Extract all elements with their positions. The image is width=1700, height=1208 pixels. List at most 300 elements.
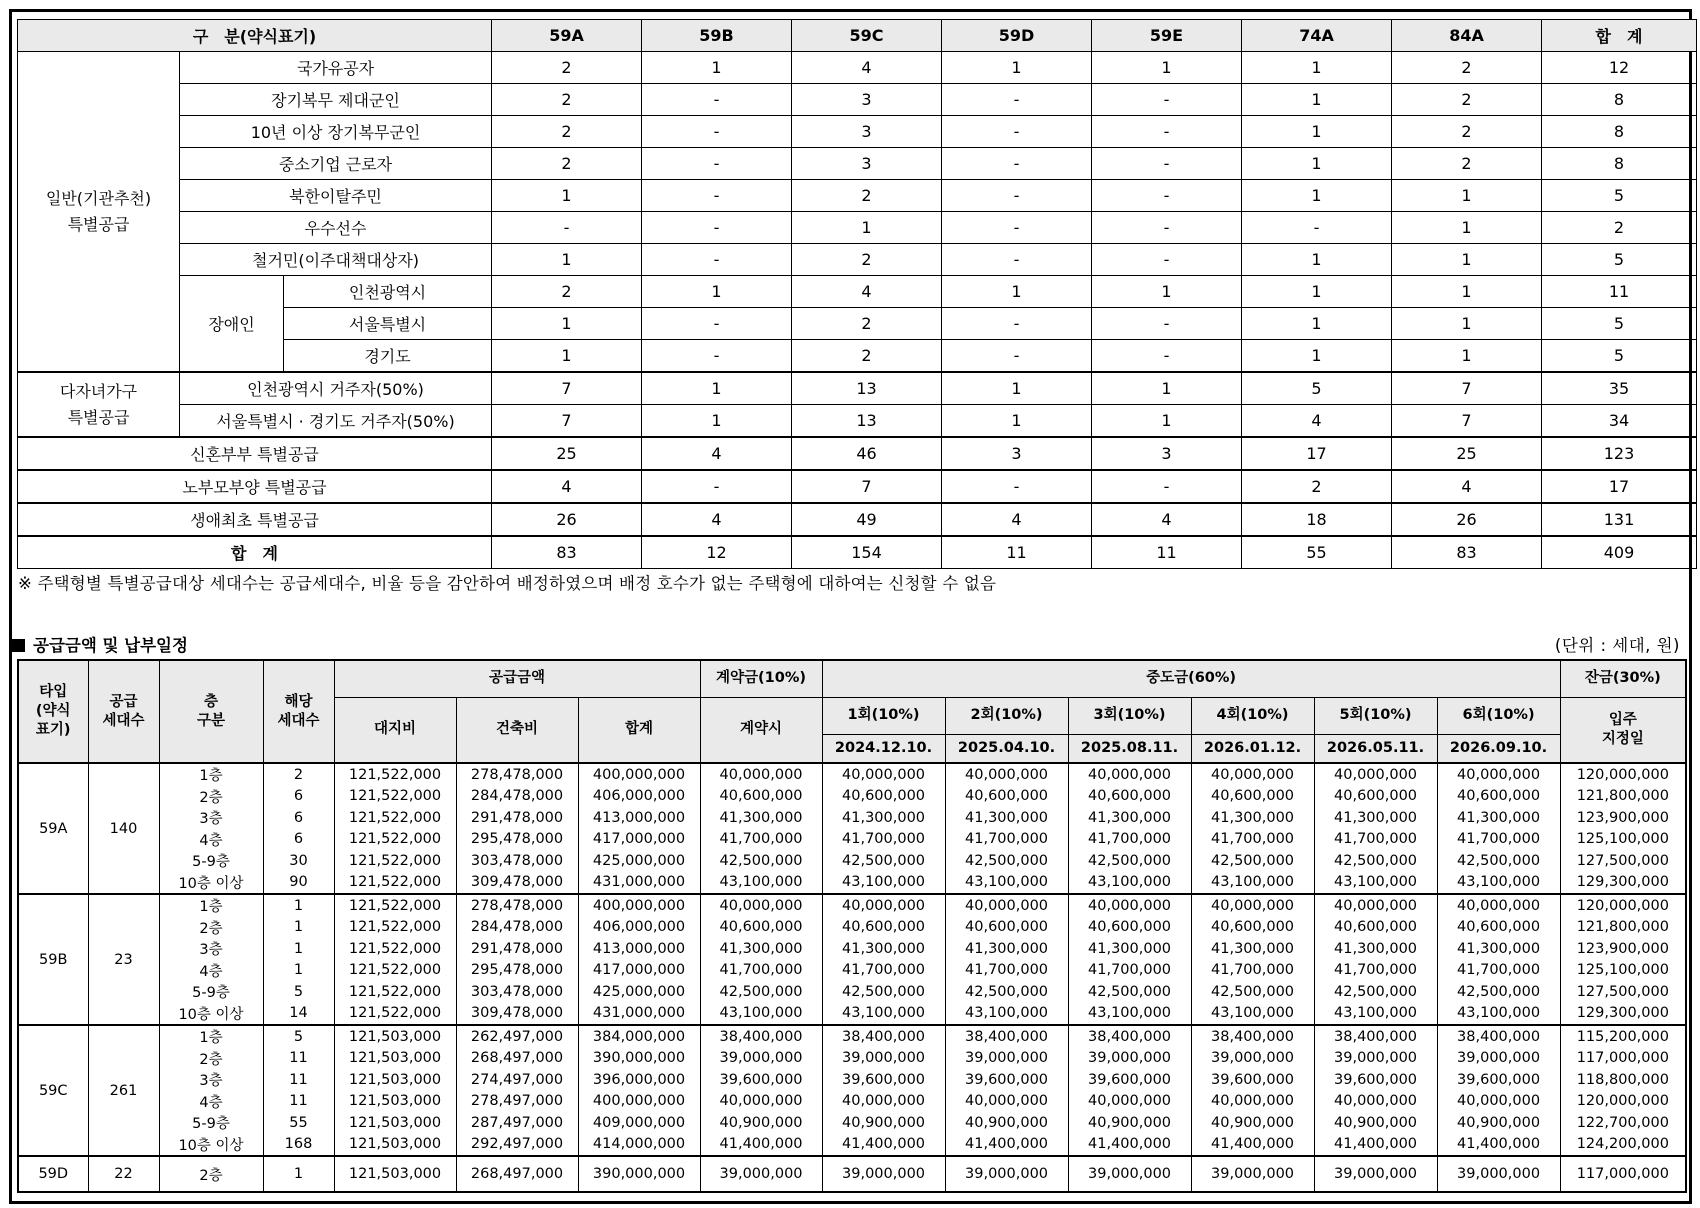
count-cell: 1 — [1392, 180, 1542, 212]
interim-cell: 41,400,000 — [822, 1134, 945, 1157]
count-cell: 2 — [492, 148, 642, 180]
floor-cell: 10층 이상 — [159, 1134, 263, 1157]
count-cell: - — [642, 148, 792, 180]
total-price-cell: 400,000,000 — [578, 1091, 700, 1113]
header-installment: 2회(10%) — [945, 697, 1068, 734]
interim-cell: 40,600,000 — [945, 786, 1068, 808]
count-cell: - — [942, 180, 1092, 212]
interim-cell: 41,700,000 — [822, 960, 945, 982]
price-row — [18, 1025, 1686, 1048]
land-price-cell: 121,503,000 — [334, 1091, 456, 1113]
land-price-cell: 121,522,000 — [334, 960, 456, 982]
floor-cell: 3층 — [159, 807, 263, 829]
count-cell: 1 — [642, 276, 792, 308]
interim-cell: 38,400,000 — [945, 1025, 1068, 1048]
interim-cell: 41,700,000 — [945, 960, 1068, 982]
count-cell: 1 — [1092, 52, 1242, 84]
deposit-cell: 41,300,000 — [700, 807, 822, 829]
price-row — [18, 850, 1686, 872]
count-cell: - — [1092, 116, 1242, 148]
interim-cell: 40,900,000 — [1191, 1112, 1314, 1134]
interim-cell: 39,000,000 — [1437, 1156, 1560, 1192]
count-cell: 46 — [792, 437, 942, 470]
count-cell: 4 — [942, 503, 1092, 536]
interim-cell: 40,900,000 — [1314, 1112, 1437, 1134]
count-cell: 1 — [1392, 276, 1542, 308]
floor-cell: 3층 — [159, 1069, 263, 1091]
interim-cell: 42,500,000 — [945, 850, 1068, 872]
balance-cell: 122,700,000 — [1560, 1112, 1686, 1134]
floor-cell: 5-9층 — [159, 981, 263, 1003]
price-header-row-1 — [18, 660, 1686, 697]
special-supply-row — [18, 212, 1697, 244]
building-price-cell: 274,497,000 — [456, 1069, 578, 1091]
total-price-cell: 425,000,000 — [578, 981, 700, 1003]
interim-cell: 40,000,000 — [822, 894, 945, 917]
units-cell: 1 — [263, 938, 334, 960]
interim-cell: 43,100,000 — [1437, 1003, 1560, 1026]
count-cell: - — [1092, 180, 1242, 212]
land-price-cell: 121,522,000 — [334, 872, 456, 895]
row-label: 중소기업 근로자 — [180, 148, 492, 180]
interim-cell: 43,100,000 — [1314, 1003, 1437, 1026]
units-cell: 11 — [263, 1091, 334, 1113]
count-cell: 7 — [1392, 372, 1542, 405]
balance-cell: 118,800,000 — [1560, 1069, 1686, 1091]
count-cell: 4 — [792, 52, 942, 84]
interim-cell: 41,400,000 — [1191, 1134, 1314, 1157]
interim-cell: 40,900,000 — [945, 1112, 1068, 1134]
price-row — [18, 1003, 1686, 1026]
total-price-cell: 417,000,000 — [578, 829, 700, 851]
interim-cell: 41,300,000 — [1191, 807, 1314, 829]
units-cell: 168 — [263, 1134, 334, 1157]
row-label: 10년 이상 장기복무군인 — [180, 116, 492, 148]
interim-cell: 40,000,000 — [1191, 894, 1314, 917]
count-cell: 154 — [792, 536, 942, 569]
floor-cell: 1층 — [159, 1025, 263, 1048]
group-label-multichild: 다자녀가구 특별공급 — [18, 372, 180, 437]
header-installment: 1회(10%) — [822, 697, 945, 734]
header-installment: 6회(10%) — [1437, 697, 1560, 734]
total-price-cell: 406,000,000 — [578, 917, 700, 939]
units-cell: 14 — [263, 1003, 334, 1026]
header-installment-date: 2026.01.12. — [1191, 734, 1314, 763]
land-price-cell: 121,522,000 — [334, 917, 456, 939]
interim-cell: 40,000,000 — [1068, 1091, 1191, 1113]
count-cell: 12 — [1542, 52, 1697, 84]
price-row — [18, 960, 1686, 982]
building-price-cell: 309,478,000 — [456, 1003, 578, 1026]
land-price-cell: 121,503,000 — [334, 1048, 456, 1070]
count-cell: 4 — [1392, 470, 1542, 503]
count-cell: 1 — [1392, 340, 1542, 373]
land-price-cell: 121,503,000 — [334, 1025, 456, 1048]
balance-cell: 125,100,000 — [1560, 829, 1686, 851]
interim-cell: 40,000,000 — [1437, 1091, 1560, 1113]
interim-cell: 41,300,000 — [822, 807, 945, 829]
count-cell: 1 — [1092, 405, 1242, 438]
header-category: 구 분(약식표기) — [18, 20, 492, 52]
count-cell: 3 — [792, 148, 942, 180]
header-supply-units: 공급 세대수 — [88, 660, 159, 763]
interim-cell: 40,000,000 — [945, 763, 1068, 786]
price-row — [18, 1156, 1686, 1192]
special-supply-row — [18, 372, 1697, 405]
count-cell: 1 — [1242, 52, 1392, 84]
price-row — [18, 763, 1686, 786]
interim-cell: 40,600,000 — [822, 786, 945, 808]
special-supply-row — [18, 503, 1697, 536]
count-cell: 7 — [792, 470, 942, 503]
units-cell: 6 — [263, 807, 334, 829]
count-cell: - — [642, 308, 792, 340]
interim-cell: 40,600,000 — [1191, 917, 1314, 939]
count-cell: 26 — [492, 503, 642, 536]
interim-cell: 41,300,000 — [822, 938, 945, 960]
deposit-cell: 42,500,000 — [700, 981, 822, 1003]
units-cell: 5 — [263, 1025, 334, 1048]
count-cell: 1 — [1392, 212, 1542, 244]
header-type: 59E — [1092, 20, 1242, 52]
units-cell: 1 — [263, 1156, 334, 1192]
count-cell: 7 — [1392, 405, 1542, 438]
interim-cell: 41,700,000 — [1314, 960, 1437, 982]
deposit-cell: 40,000,000 — [700, 763, 822, 786]
row-label: 우수선수 — [180, 212, 492, 244]
building-price-cell: 309,478,000 — [456, 872, 578, 895]
interim-cell: 42,500,000 — [945, 981, 1068, 1003]
building-price-cell: 268,497,000 — [456, 1048, 578, 1070]
header-installment-date: 2026.09.10. — [1437, 734, 1560, 763]
count-cell: 1 — [1242, 148, 1392, 180]
count-cell: 2 — [792, 340, 942, 373]
building-price-cell: 287,497,000 — [456, 1112, 578, 1134]
interim-cell: 40,600,000 — [1314, 917, 1437, 939]
land-price-cell: 121,522,000 — [334, 1003, 456, 1026]
units-cell: 6 — [263, 786, 334, 808]
deposit-cell: 38,400,000 — [700, 1025, 822, 1048]
deposit-cell: 39,000,000 — [700, 1048, 822, 1070]
type-cell: 59A — [18, 763, 88, 894]
count-cell: 2 — [492, 116, 642, 148]
floor-cell: 10층 이상 — [159, 1003, 263, 1026]
count-cell: 11 — [1092, 536, 1242, 569]
building-price-cell: 278,478,000 — [456, 894, 578, 917]
row-label: 인천광역시 거주자(50%) — [180, 372, 492, 405]
deposit-cell: 42,500,000 — [700, 850, 822, 872]
interim-cell: 38,400,000 — [1191, 1025, 1314, 1048]
count-cell: 1 — [1392, 308, 1542, 340]
count-cell: 2 — [1392, 116, 1542, 148]
count-cell: 1 — [1242, 276, 1392, 308]
interim-cell: 38,400,000 — [822, 1025, 945, 1048]
interim-cell: 41,400,000 — [1068, 1134, 1191, 1157]
count-cell: 1 — [1242, 244, 1392, 276]
count-cell: 4 — [642, 437, 792, 470]
interim-cell: 39,600,000 — [1068, 1069, 1191, 1091]
building-price-cell: 295,478,000 — [456, 829, 578, 851]
row-label: 서울특별시 · 경기도 거주자(50%) — [180, 405, 492, 438]
special-supply-row — [18, 244, 1697, 276]
price-row — [18, 872, 1686, 895]
interim-cell: 41,700,000 — [822, 829, 945, 851]
count-cell: 1 — [942, 372, 1092, 405]
price-row — [18, 1112, 1686, 1134]
total-price-cell: 431,000,000 — [578, 1003, 700, 1026]
count-cell: - — [1092, 470, 1242, 503]
special-supply-header-row — [18, 20, 1697, 52]
count-cell: - — [942, 470, 1092, 503]
special-supply-row — [18, 116, 1697, 148]
total-price-cell: 396,000,000 — [578, 1069, 700, 1091]
count-cell: 2 — [1392, 52, 1542, 84]
total-price-cell: 400,000,000 — [578, 894, 700, 917]
building-price-cell: 268,497,000 — [456, 1156, 578, 1192]
count-cell: 55 — [1242, 536, 1392, 569]
special-supply-row — [18, 148, 1697, 180]
interim-cell: 39,600,000 — [822, 1069, 945, 1091]
floor-cell: 4층 — [159, 829, 263, 851]
count-cell: 5 — [1542, 244, 1697, 276]
deposit-cell: 43,100,000 — [700, 872, 822, 895]
count-cell: 1 — [642, 405, 792, 438]
price-row — [18, 1069, 1686, 1091]
interim-cell: 41,300,000 — [945, 807, 1068, 829]
count-cell: 131 — [1542, 503, 1697, 536]
total-price-cell: 413,000,000 — [578, 807, 700, 829]
header-installment: 5회(10%) — [1314, 697, 1437, 734]
header-total: 합계 — [578, 697, 700, 763]
units-cell: 90 — [263, 872, 334, 895]
count-cell: 18 — [1242, 503, 1392, 536]
interim-cell: 42,500,000 — [822, 850, 945, 872]
units-cell: 1 — [263, 960, 334, 982]
count-cell: 1 — [1242, 340, 1392, 373]
count-cell: 83 — [1392, 536, 1542, 569]
interim-cell: 40,900,000 — [1437, 1112, 1560, 1134]
interim-cell: 40,600,000 — [1068, 786, 1191, 808]
count-cell: - — [642, 470, 792, 503]
count-cell: 5 — [1242, 372, 1392, 405]
count-cell: - — [942, 84, 1092, 116]
building-price-cell: 303,478,000 — [456, 850, 578, 872]
count-cell: - — [942, 148, 1092, 180]
header-type: 59D — [942, 20, 1092, 52]
interim-cell: 40,900,000 — [822, 1112, 945, 1134]
count-cell: 1 — [1242, 180, 1392, 212]
interim-cell: 40,000,000 — [822, 1091, 945, 1113]
count-cell: 1 — [642, 372, 792, 405]
interim-cell: 41,300,000 — [1314, 938, 1437, 960]
price-row — [18, 917, 1686, 939]
allocation-note: ※ 주택형별 특별공급대상 세대수는 공급세대수, 비율 등을 감안하여 배정하였으며 배정 호수가 없는 주택형에 대하여는 신청할 수 없음 — [18, 574, 997, 593]
land-price-cell: 121,503,000 — [334, 1134, 456, 1157]
interim-cell: 41,700,000 — [1437, 960, 1560, 982]
deposit-cell: 39,600,000 — [700, 1069, 822, 1091]
total-price-cell: 384,000,000 — [578, 1025, 700, 1048]
price-schedule-table — [17, 659, 1687, 1193]
interim-cell: 40,000,000 — [1191, 763, 1314, 786]
type-cell: 59D — [18, 1156, 88, 1192]
units-cell: 11 — [263, 1048, 334, 1070]
deposit-cell: 41,700,000 — [700, 960, 822, 982]
units-cell: 2 — [263, 763, 334, 786]
header-type: 84A — [1392, 20, 1542, 52]
count-cell: - — [1092, 212, 1242, 244]
total-price-cell: 425,000,000 — [578, 850, 700, 872]
deposit-cell: 39,000,000 — [700, 1156, 822, 1192]
balance-cell: 117,000,000 — [1560, 1048, 1686, 1070]
special-supply-row — [18, 536, 1697, 569]
row-label: 장기복무 제대군인 — [180, 84, 492, 116]
type-cell: 59C — [18, 1025, 88, 1156]
price-row — [18, 981, 1686, 1003]
interim-cell: 41,300,000 — [1437, 807, 1560, 829]
group-label-general: 일반(기관추천) 특별공급 — [18, 52, 180, 373]
count-cell: 2 — [492, 52, 642, 84]
count-cell: - — [492, 212, 642, 244]
land-price-cell: 121,522,000 — [334, 938, 456, 960]
interim-cell: 39,600,000 — [1314, 1069, 1437, 1091]
header-total: 합 계 — [1542, 20, 1697, 52]
row-label: 신혼부부 특별공급 — [18, 437, 492, 470]
price-row — [18, 807, 1686, 829]
count-cell: 2 — [492, 276, 642, 308]
units-cell: 30 — [263, 850, 334, 872]
special-supply-table — [17, 19, 1697, 569]
count-cell: - — [1092, 308, 1242, 340]
interim-cell: 40,600,000 — [1437, 917, 1560, 939]
header-at-contract: 계약시 — [700, 697, 822, 763]
row-label: 국가유공자 — [180, 52, 492, 84]
count-cell: - — [1242, 212, 1392, 244]
count-cell: - — [642, 180, 792, 212]
count-cell: 1 — [492, 308, 642, 340]
land-price-cell: 121,503,000 — [334, 1156, 456, 1192]
balance-cell: 121,800,000 — [1560, 786, 1686, 808]
special-supply-row — [18, 470, 1697, 503]
interim-cell: 43,100,000 — [1068, 872, 1191, 895]
interim-cell: 43,100,000 — [1068, 1003, 1191, 1026]
count-cell: 1 — [1242, 84, 1392, 116]
building-price-cell: 303,478,000 — [456, 981, 578, 1003]
row-label: 서울특별시 — [284, 308, 492, 340]
interim-cell: 42,500,000 — [1068, 850, 1191, 872]
land-price-cell: 121,522,000 — [334, 850, 456, 872]
count-cell: - — [1092, 84, 1242, 116]
floor-cell: 5-9층 — [159, 1112, 263, 1134]
special-supply-row — [18, 276, 1697, 308]
floor-cell: 1층 — [159, 894, 263, 917]
interim-cell: 39,000,000 — [1068, 1156, 1191, 1192]
land-price-cell: 121,522,000 — [334, 829, 456, 851]
count-cell: - — [942, 116, 1092, 148]
floor-cell: 5-9층 — [159, 850, 263, 872]
total-price-cell: 390,000,000 — [578, 1156, 700, 1192]
header-balance: 잔금(30%) — [1560, 660, 1686, 697]
interim-cell: 40,000,000 — [1191, 1091, 1314, 1113]
interim-cell: 43,100,000 — [822, 872, 945, 895]
deposit-cell: 41,700,000 — [700, 829, 822, 851]
building-price-cell: 278,497,000 — [456, 1091, 578, 1113]
header-type: 타입 (약식 표기) — [18, 660, 88, 763]
land-price-cell: 121,522,000 — [334, 807, 456, 829]
units-cell: 5 — [263, 981, 334, 1003]
interim-cell: 40,600,000 — [945, 917, 1068, 939]
type-cell: 59B — [18, 894, 88, 1025]
count-cell: 8 — [1542, 116, 1697, 148]
price-row — [18, 1134, 1686, 1157]
count-cell: - — [1092, 244, 1242, 276]
count-cell: 1 — [792, 212, 942, 244]
supply-units-cell: 23 — [88, 894, 159, 1025]
interim-cell: 42,500,000 — [1437, 850, 1560, 872]
interim-cell: 43,100,000 — [945, 872, 1068, 895]
land-price-cell: 121,522,000 — [334, 786, 456, 808]
building-price-cell: 284,478,000 — [456, 917, 578, 939]
count-cell: 1 — [942, 276, 1092, 308]
supply-units-cell: 22 — [88, 1156, 159, 1192]
count-cell: 123 — [1542, 437, 1697, 470]
balance-cell: 120,000,000 — [1560, 763, 1686, 786]
interim-cell: 42,500,000 — [1191, 850, 1314, 872]
supply-units-cell: 261 — [88, 1025, 159, 1156]
count-cell: 4 — [492, 470, 642, 503]
header-type: 74A — [1242, 20, 1392, 52]
row-label: 철거민(이주대책대상자) — [180, 244, 492, 276]
row-label: 북한이탈주민 — [180, 180, 492, 212]
interim-cell: 38,400,000 — [1314, 1025, 1437, 1048]
interim-cell: 41,300,000 — [1068, 938, 1191, 960]
interim-cell: 39,000,000 — [1314, 1048, 1437, 1070]
deposit-cell: 43,100,000 — [700, 1003, 822, 1026]
interim-cell: 40,600,000 — [1437, 786, 1560, 808]
deposit-cell: 40,000,000 — [700, 894, 822, 917]
interim-cell: 42,500,000 — [1314, 981, 1437, 1003]
interim-cell: 42,500,000 — [1314, 850, 1437, 872]
interim-cell: 39,000,000 — [945, 1156, 1068, 1192]
interim-cell: 40,000,000 — [1068, 894, 1191, 917]
interim-cell: 38,400,000 — [1437, 1025, 1560, 1048]
building-price-cell: 278,478,000 — [456, 763, 578, 786]
special-supply-row — [18, 405, 1697, 438]
header-move-in: 입주 지정일 — [1560, 697, 1686, 763]
deposit-cell: 41,400,000 — [700, 1134, 822, 1157]
balance-cell: 123,900,000 — [1560, 807, 1686, 829]
count-cell: 3 — [792, 116, 942, 148]
header-interim: 중도금(60%) — [822, 660, 1560, 697]
count-cell: 4 — [642, 503, 792, 536]
count-cell: - — [942, 212, 1092, 244]
floor-cell: 10층 이상 — [159, 872, 263, 895]
interim-cell: 41,300,000 — [1314, 807, 1437, 829]
interim-cell: 39,000,000 — [1191, 1156, 1314, 1192]
special-supply-row — [18, 84, 1697, 116]
count-cell: 1 — [492, 244, 642, 276]
price-row — [18, 786, 1686, 808]
interim-cell: 40,600,000 — [1191, 786, 1314, 808]
interim-cell: 40,000,000 — [945, 894, 1068, 917]
deposit-cell: 41,300,000 — [700, 938, 822, 960]
group-label-disabled: 장애인 — [180, 276, 284, 373]
header-floor: 층 구분 — [159, 660, 263, 763]
balance-cell: 117,000,000 — [1560, 1156, 1686, 1192]
special-supply-row — [18, 52, 1697, 84]
count-cell: 17 — [1542, 470, 1697, 503]
count-cell: 8 — [1542, 84, 1697, 116]
count-cell: 2 — [1392, 84, 1542, 116]
